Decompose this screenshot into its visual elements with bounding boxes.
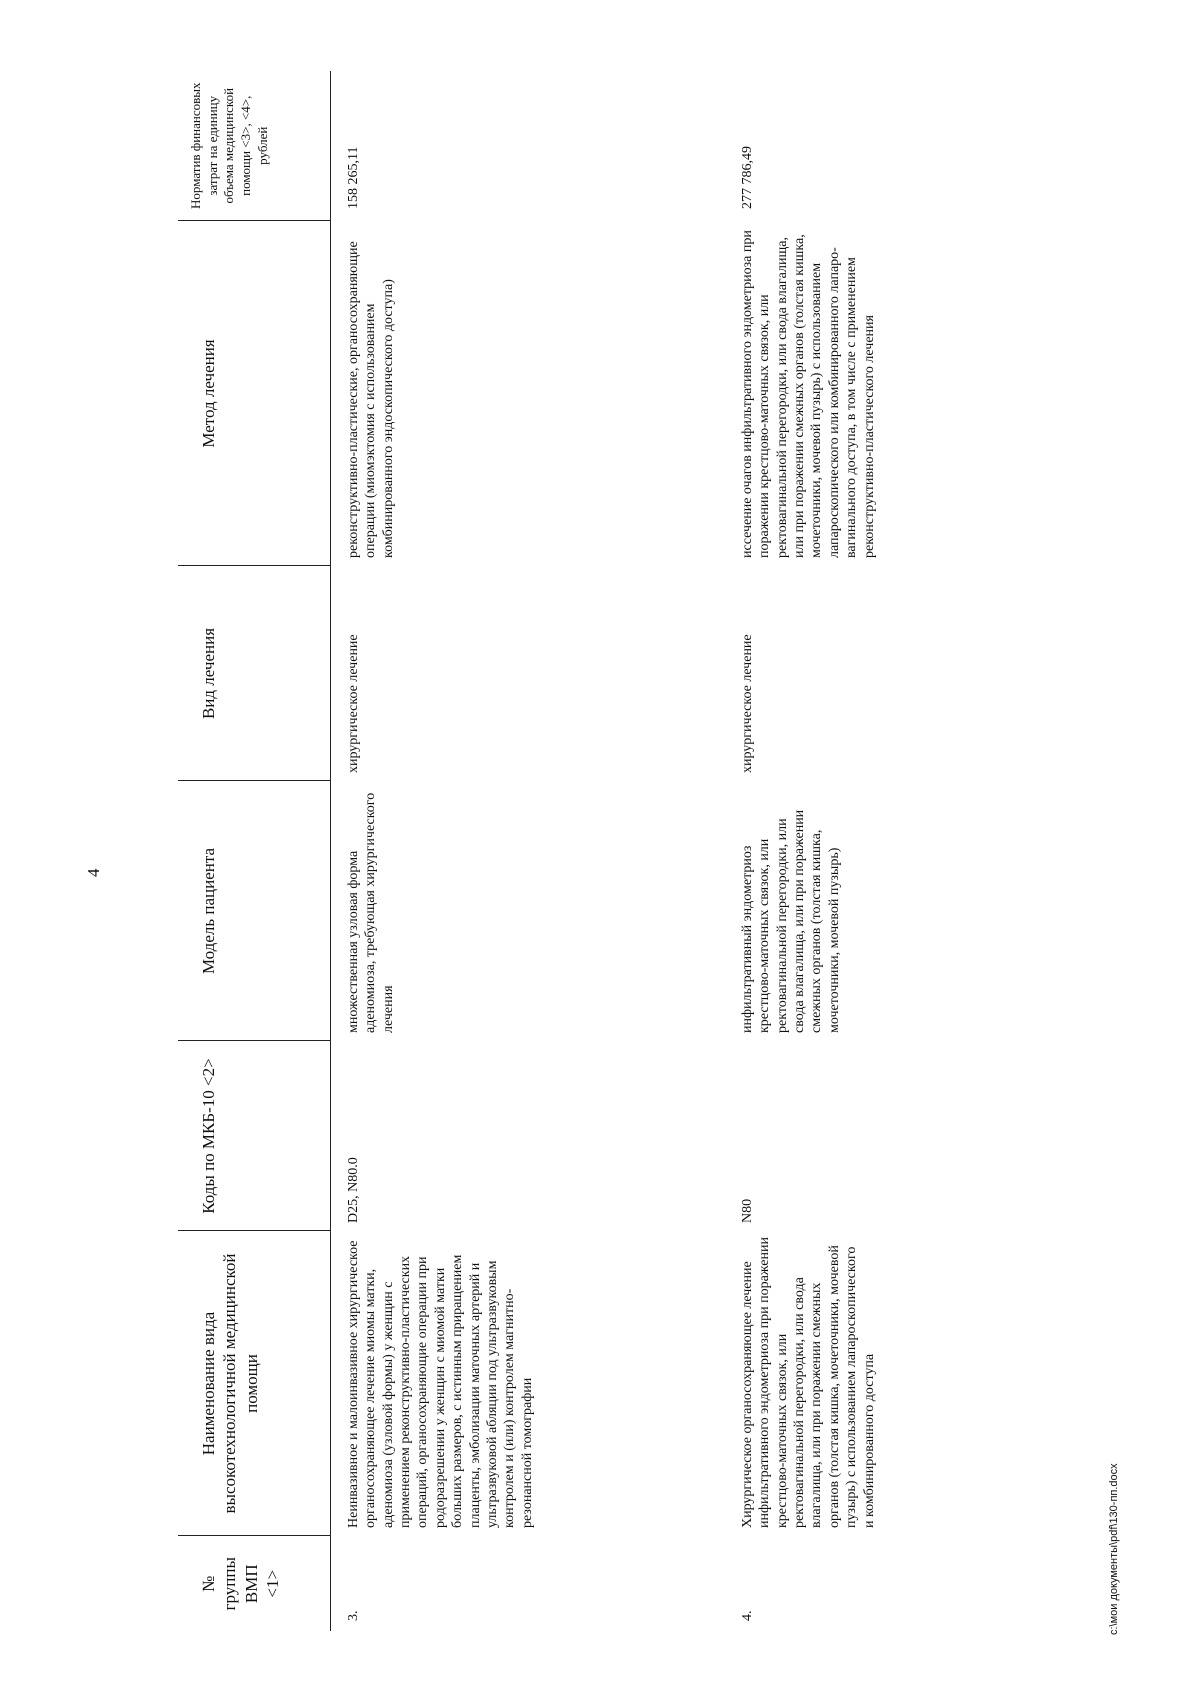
table-row [725,71,886,1631]
row-name: Хирургическое органосохраняющее лечение инфильтративного эндометриоза при поражении крестцово-маточных связок, или ректовагинальной перегородки, или свода влагалища, или при поражении смежных органов (толстая кишка, мочеточники, мочевой пузырь) с использованием лапароскопического и комбинированного доступа [740,1237,877,1528]
table-row [331,71,726,1631]
header-norm: Норматив финансовых затрат на единицу объема медицинской помощи <3>, <4>, рублей [178,71,331,221]
header-group-number-line: <1> [262,1569,282,1598]
header-group-number-line: № [199,1575,218,1592]
row-norm: 158 265,11 [346,146,361,209]
row-model: множественная узловая форма аденомиоза, требующая хирургического лечения [346,792,396,1033]
header-group-number-line: группы [220,1557,240,1611]
header-codes: Коды по МКБ-10 <2> [178,1041,331,1231]
header-method: Метод лечения [178,221,331,566]
row-name: Неинвазивное и малоинвазивное хирургическое органосохраняющее лечение миомы матки, аденомиоза (узловой формы) у женщин с применением реконструктивно-пластических операций, органосохраняющие операции при родоразрешении у женщин с миомой матки больших размеров, с истинным приращением плаценты, эмболизации маточных артерий и ультразвуковой абляции под ультразвуковым контролем и (или) контролем магнитно-резонансной томографии [346,1240,535,1528]
header-model: Модель пациента [178,781,331,1041]
row-norm: 277 786,49 [740,146,755,209]
row-number: 4. [740,1610,755,1621]
row-kind: хирургическое лечение [740,634,755,773]
table-header-row [178,71,331,1631]
row-number: 3. [346,1610,361,1621]
vmp-table [178,71,886,1631]
row-method: реконструктивно-пластические, органосохраняющие операции (миомэктомия с использованием комбинированного эндоскопического доступа) [346,241,396,558]
footer-file-path: c:\мои документы\pdf\130-пп.docx [1108,1463,1120,1635]
header-kind: Вид лечения [178,566,331,781]
row-codes: D25, N80.0 [346,1157,361,1223]
row-model: инфильтративный эндометриоз крестцово-маточных связок, или ректовагинальной перегородки, или свода влагалища, или при поражении смежных органов (толстая кишка, мочеточники, мочевой пузырь) [740,809,842,1033]
page-number: 4 [84,868,103,877]
row-method: иссечение очагов инфильтративного эндометриоза при поражении крестцово-маточных связок, или ректовагинальной перегородки, или свода влагалища, или при поражении смежных органов (толстая кишка, мочеточники, мочевой пузырь) с использованием лапароскопического или комбинированного лапаро-вагинального доступа, в том числе с применением реконструктивно-пластического лечения [740,230,877,558]
header-group-number [178,1536,331,1631]
header-name: Наименование вида высокотехнологичной медицинской помощи [178,1231,331,1536]
row-kind: хирургическое лечение [346,634,361,773]
row-codes: N80 [740,1198,755,1223]
header-group-number-line: ВМП [241,1564,261,1604]
